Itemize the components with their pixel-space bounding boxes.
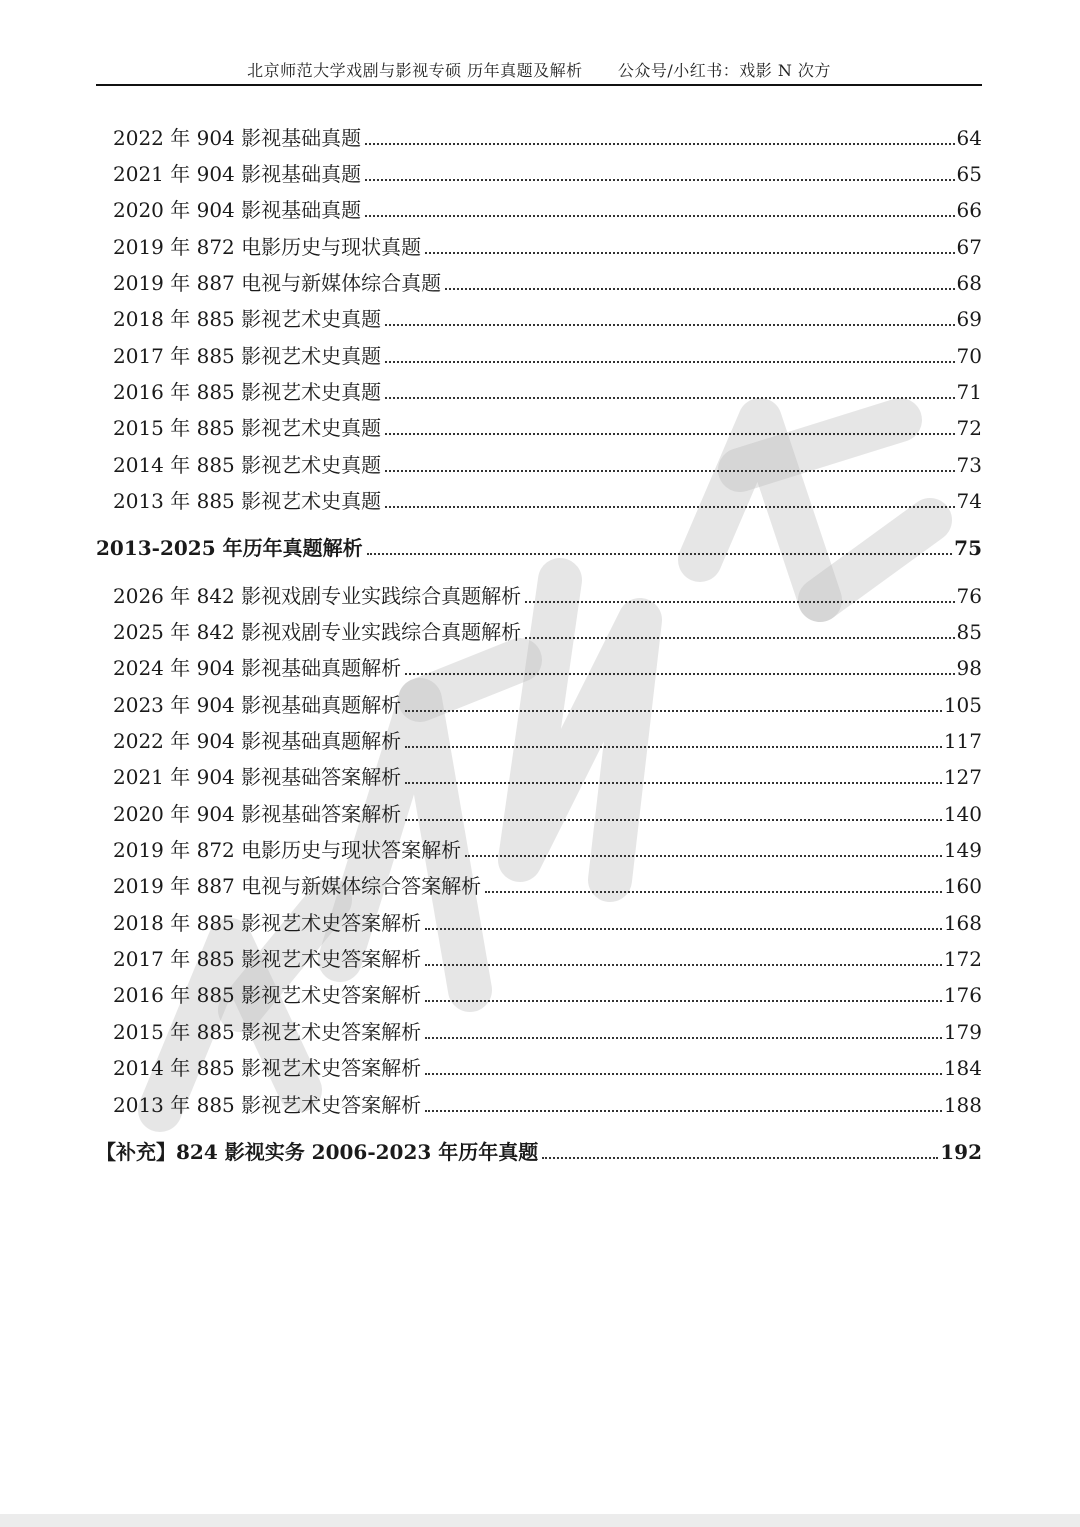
toc-dot-leader [385, 361, 954, 363]
toc-entry-title: 2015 年 885 影视艺术史真题 [113, 416, 382, 440]
toc-entry-title: 2018 年 885 影视艺术史答案解析 [113, 911, 422, 935]
toc-entry-page: 188 [943, 1093, 982, 1117]
toc-entry-page: 73 [956, 453, 982, 477]
toc-dot-leader [425, 1073, 942, 1075]
toc-dot-leader [425, 1037, 942, 1039]
toc-dot-leader [425, 1000, 942, 1002]
toc-entry-title: 2022 年 904 影视基础真题 [113, 126, 362, 150]
toc-dot-leader [385, 397, 954, 399]
toc-dot-leader [385, 433, 954, 435]
toc-section-entry[interactable] [96, 1137, 982, 1167]
toc-entry-page: 105 [943, 693, 982, 717]
toc-entry-title: 2021 年 904 影视基础真题 [113, 162, 362, 186]
toc-entry[interactable] [96, 450, 982, 480]
toc-entry[interactable] [96, 653, 982, 683]
toc-entry-page: 72 [956, 416, 982, 440]
toc-entry-title: 2025 年 842 影视戏剧专业实践综合真题解析 [113, 620, 522, 644]
toc-entry-page: 160 [943, 874, 982, 898]
toc-entry[interactable] [96, 835, 982, 865]
toc-entry-title: 2018 年 885 影视艺术史真题 [113, 307, 382, 331]
page-bottom-edge [0, 1514, 1080, 1527]
toc-entry-page: 168 [943, 911, 982, 935]
toc-entry[interactable] [96, 159, 982, 189]
toc-dot-leader [365, 179, 954, 181]
toc-dot-leader [465, 855, 942, 857]
toc-entry-page: 98 [956, 656, 982, 680]
toc-entry[interactable] [96, 377, 982, 407]
toc-entry[interactable] [96, 1017, 982, 1047]
toc-entry-page: 71 [956, 380, 982, 404]
toc-entry[interactable] [96, 690, 982, 720]
toc-entry-page: 74 [956, 489, 982, 513]
toc-dot-leader [385, 324, 954, 326]
toc-entry-title: 2021 年 904 影视基础答案解析 [113, 765, 402, 789]
toc-entry-title: 2014 年 885 影视艺术史答案解析 [113, 1056, 422, 1080]
toc-entry[interactable] [96, 195, 982, 225]
toc-entry[interactable] [96, 944, 982, 974]
toc-entry-title: 2026 年 842 影视戏剧专业实践综合真题解析 [113, 584, 522, 608]
toc-entry-title: 2024 年 904 影视基础真题解析 [113, 656, 402, 680]
toc-entry-title: 2023 年 904 影视基础真题解析 [113, 693, 402, 717]
toc-entry[interactable] [96, 486, 982, 516]
toc-entry-title: 2013 年 885 影视艺术史答案解析 [113, 1093, 422, 1117]
toc-entry[interactable] [96, 1090, 982, 1120]
toc-dot-leader [405, 819, 942, 821]
toc-entry-page: 64 [956, 126, 982, 150]
toc-entry-title: 2020 年 904 影视基础真题 [113, 198, 362, 222]
header-contact: 公众号/小红书：戏影 N 次方 [617, 61, 831, 80]
toc-entry[interactable] [96, 799, 982, 829]
toc-entry[interactable] [96, 123, 982, 153]
toc-entry[interactable] [96, 871, 982, 901]
toc-entry-title: 2013-2025 年历年真题解析 [96, 536, 363, 560]
toc-entry-title: 【补充】824 影视实务 2006-2023 年历年真题 [96, 1140, 539, 1164]
toc-entry[interactable] [96, 413, 982, 443]
toc-entry[interactable] [96, 341, 982, 371]
toc-entry-title: 2019 年 887 电视与新媒体综合答案解析 [113, 874, 482, 898]
toc-entry-page: 68 [956, 271, 982, 295]
toc-entry-page: 117 [943, 729, 982, 753]
toc-dot-leader [425, 928, 942, 930]
toc-entry-page: 179 [943, 1020, 982, 1044]
toc-entry-page: 192 [940, 1140, 982, 1164]
toc-entry[interactable] [96, 581, 982, 611]
toc-entry[interactable] [96, 908, 982, 938]
toc-entry-page: 65 [956, 162, 982, 186]
toc-entry[interactable] [96, 617, 982, 647]
toc-entry-title: 2022 年 904 影视基础真题解析 [113, 729, 402, 753]
toc-entry-title: 2019 年 872 电影历史与现状答案解析 [113, 838, 462, 862]
toc-entry-title: 2019 年 872 电影历史与现状真题 [113, 235, 422, 259]
toc-dot-leader [365, 143, 954, 145]
toc-entry-page: 69 [956, 307, 982, 331]
toc-dot-leader [365, 215, 954, 217]
toc-dot-leader [405, 710, 942, 712]
toc-entry-title: 2016 年 885 影视艺术史真题 [113, 380, 382, 404]
toc-dot-leader [542, 1157, 938, 1159]
toc-dot-leader [425, 1110, 942, 1112]
toc-dot-leader [385, 470, 954, 472]
toc-dot-leader [367, 553, 953, 555]
toc-dot-leader [405, 746, 942, 748]
toc-entry-page: 75 [954, 536, 982, 560]
toc-entry-page: 172 [943, 947, 982, 971]
toc-entry-page: 76 [956, 584, 982, 608]
toc-entry-title: 2017 年 885 影视艺术史答案解析 [113, 947, 422, 971]
toc-dot-leader [405, 673, 954, 675]
toc-entry-title: 2013 年 885 影视艺术史真题 [113, 489, 382, 513]
toc-dot-leader [425, 252, 954, 254]
toc-entry[interactable] [96, 980, 982, 1010]
toc-entry-page: 140 [943, 802, 982, 826]
page-header [96, 58, 982, 86]
toc-dot-leader [525, 601, 954, 603]
toc-entry-title: 2015 年 885 影视艺术史答案解析 [113, 1020, 422, 1044]
toc-entry-title: 2020 年 904 影视基础答案解析 [113, 802, 402, 826]
header-title: 北京师范大学戏剧与影视专硕 历年真题及解析 [247, 61, 583, 80]
toc-dot-leader [445, 288, 954, 290]
toc-entry-title: 2016 年 885 影视艺术史答案解析 [113, 983, 422, 1007]
toc-entry-title: 2014 年 885 影视艺术史真题 [113, 453, 382, 477]
toc-section-entry[interactable] [96, 533, 982, 563]
header-rule [96, 84, 982, 86]
toc-entry-page: 85 [956, 620, 982, 644]
toc-entry[interactable] [96, 1053, 982, 1083]
toc-dot-leader [485, 891, 942, 893]
toc-entry-page: 127 [943, 765, 982, 789]
toc-entry-page: 66 [956, 198, 982, 222]
toc-dot-leader [405, 782, 942, 784]
toc-entry-page: 70 [956, 344, 982, 368]
toc-entry-page: 67 [956, 235, 982, 259]
toc-entry[interactable] [96, 268, 982, 298]
toc-entry[interactable] [96, 304, 982, 334]
toc-entry-page: 176 [943, 983, 982, 1007]
toc-entry-page: 184 [943, 1056, 982, 1080]
toc-entry[interactable] [96, 762, 982, 792]
toc-entry-title: 2019 年 887 电视与新媒体综合真题 [113, 271, 442, 295]
toc-entry-title: 2017 年 885 影视艺术史真题 [113, 344, 382, 368]
toc-dot-leader [525, 637, 954, 639]
toc-entry[interactable] [96, 232, 982, 262]
toc-dot-leader [385, 506, 954, 508]
toc-entry[interactable] [96, 726, 982, 756]
toc-dot-leader [425, 964, 942, 966]
toc-entry-page: 149 [943, 838, 982, 862]
